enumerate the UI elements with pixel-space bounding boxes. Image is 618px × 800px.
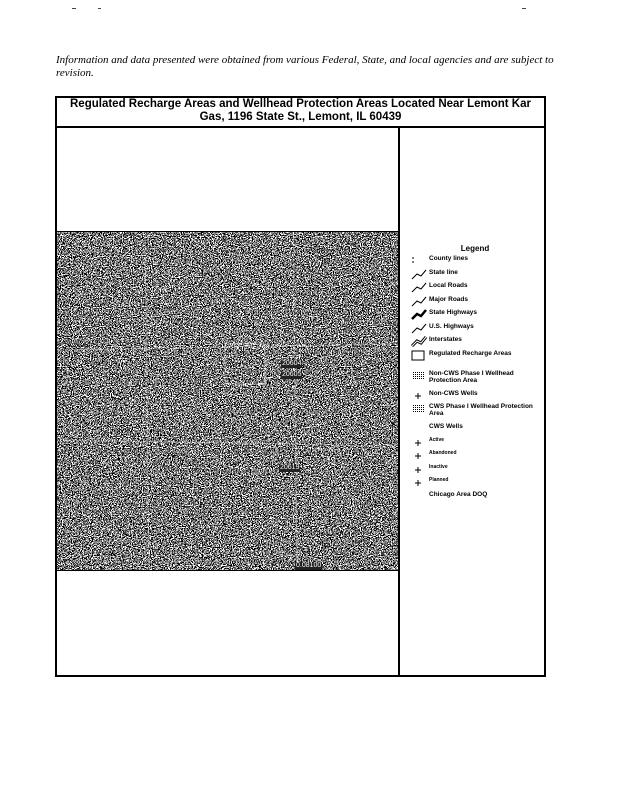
line-icon [409,323,429,334]
legend-item [409,477,541,491]
legend-item [409,403,541,423]
disclaimer-text: Information and data presented were obtained from various Federal, State, and local agencies and are subject to revision. [56,54,554,79]
legend-item [409,309,541,323]
legend-item [409,336,541,350]
legend-item [409,255,541,269]
legend-item [409,350,541,370]
map-title-line-1: Regulated Recharge Areas and Wellhead Protection Areas Located Near Lemont Kar [70,98,531,110]
map-frame [55,96,546,677]
legend-item-label: Chicago Area DOQ [429,490,488,498]
box-icon [409,350,429,361]
legend-item-label: Active [429,436,445,443]
map-legend [409,244,541,504]
legend-item [409,269,541,283]
plus-icon [409,390,429,401]
legend-item [409,323,541,337]
plus-icon [409,437,429,448]
legend-item-label: CWS Wells [429,423,463,430]
scale-bar-label: 0.08100 [296,562,322,569]
dashed-line-icon [409,255,429,266]
legend-spacer [409,423,429,434]
legend-item-label: State Highways [429,309,478,316]
line-icon [409,296,429,307]
legend-item-label: Non-CWS Phase I Wellhead Protection Area [429,369,514,384]
line-icon [409,282,429,293]
scan-mark [98,8,101,9]
legend-item-label: Local Roads [429,282,468,289]
map-label-a: 20604 [282,360,302,367]
legend-item-label: Major Roads [429,295,469,303]
legend-item [409,296,541,310]
hatch-icon [409,403,429,414]
legend-item [409,437,541,451]
legend-item-label: Interstates [429,336,462,343]
legend-item-label: CWS Phase I Wellhead Protection Area [429,403,533,417]
double-line-icon [409,336,429,347]
scan-mark [72,8,76,9]
legend-item [409,491,541,505]
legend-item-label: Non-CWS Wells [429,389,478,397]
scan-mark [522,8,526,9]
map-label-c: 20619 [280,464,300,471]
legend-item-label: Planned [429,477,449,483]
thick-line-icon [409,309,429,320]
map-title [57,98,544,128]
legend-item-label: Abandoned [429,450,457,456]
legend-item [409,390,541,404]
legend-item-label: County lines [429,255,469,262]
legend-item [409,450,541,464]
map-title-line-2: Gas, 1196 State St., Lemont, IL 60439 [199,111,402,123]
legend-item [409,423,541,437]
map-label-b: 20605 [282,371,302,378]
legend-item-label: Inactive [429,463,448,470]
legend-title: Legend [460,244,490,253]
panel-divider [398,126,400,675]
legend-item-label: Regulated Recharge Areas [429,349,512,357]
plus-icon [409,464,429,475]
aerial-photo-image [57,232,398,570]
legend-item-label: State line [429,268,458,276]
legend-item-label: U.S. Highways [429,322,474,330]
hatch-icon [409,370,429,381]
line-icon [409,269,429,280]
map-bottom-border [57,570,398,571]
legend-item [409,370,541,390]
legend-item [409,464,541,478]
aerial-map[interactable] [57,232,398,570]
legend-item [409,282,541,296]
plus-icon [409,450,429,461]
plus-icon [409,477,429,488]
legend-spacer [409,491,429,502]
